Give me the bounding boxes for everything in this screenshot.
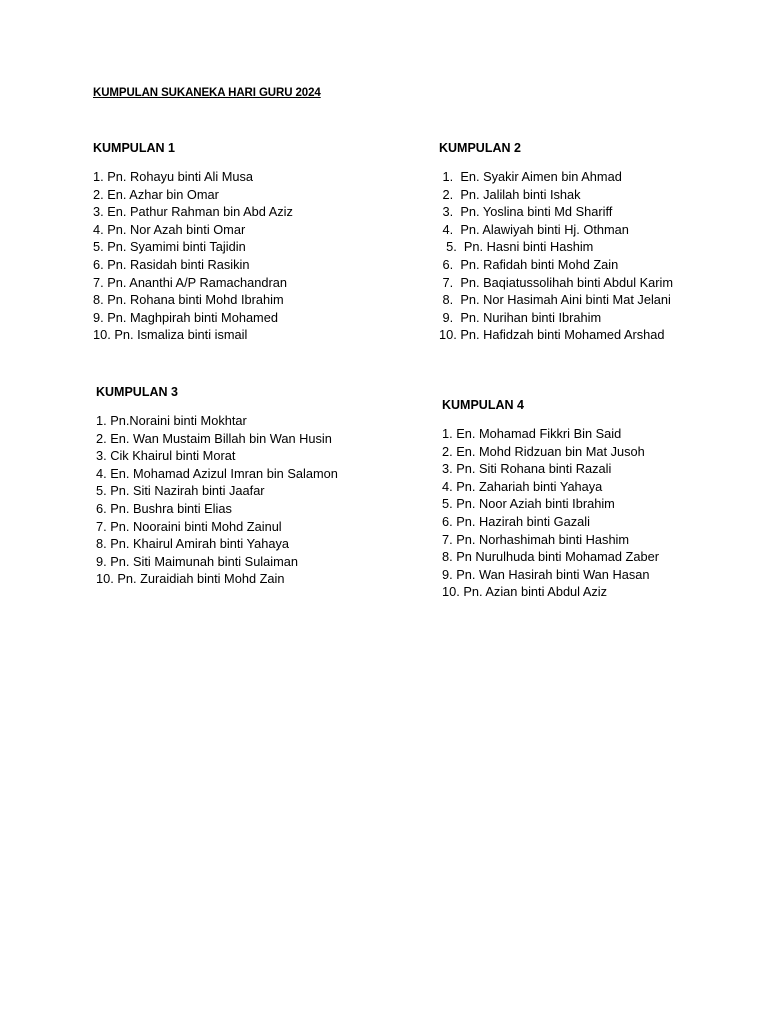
list-item: 3. Pn. Yoslina binti Md Shariff <box>439 204 613 220</box>
list-item: 5. Pn. Syamimi binti Tajidin <box>93 239 246 255</box>
member-list <box>96 412 338 588</box>
member-list <box>439 168 673 344</box>
list-item: 1. Pn.Noraini binti Mokhtar <box>96 413 247 428</box>
list-item: 7. Pn. Nooraini binti Mohd Zainul <box>96 518 282 534</box>
list-item: 8. Pn. Rohana binti Mohd Ibrahim <box>93 292 284 308</box>
list-item: 10. Pn. Ismaliza binti ismail <box>93 327 248 343</box>
list-item: 8. Pn Nurulhuda binti Mohamad Zaber <box>442 549 659 565</box>
member-list <box>442 425 659 601</box>
list-item: 8. Pn. Nor Hasimah Aini binti Mat Jelani <box>439 292 671 308</box>
list-item: 4. Pn. Zahariah binti Yahaya <box>442 478 603 494</box>
list-item: 3. Pn. Siti Rohana binti Razali <box>442 461 612 477</box>
list-item: 9. Pn. Nurihan binti Ibrahim <box>439 309 602 325</box>
group-3 <box>96 385 338 588</box>
list-item: 5. Pn. Siti Nazirah binti Jaafar <box>96 483 265 499</box>
group-4 <box>442 398 659 601</box>
list-item: 6. Pn. Rafidah binti Mohd Zain <box>439 256 619 272</box>
list-item: 10. Pn. Hafidzah binti Mohamed Arshad <box>439 327 665 343</box>
list-item: 2. En. Azhar bin Omar <box>93 186 219 202</box>
list-item: 4. Pn. Alawiyah binti Hj. Othman <box>439 221 629 237</box>
group-heading: KUMPULAN 4 <box>442 398 524 412</box>
list-item: 2. Pn. Jalilah binti Ishak <box>439 186 581 202</box>
group-2 <box>439 141 673 344</box>
list-item: 4. Pn. Nor Azah binti Omar <box>93 221 246 237</box>
list-item: 9. Pn. Wan Hasirah binti Wan Hasan <box>442 566 650 582</box>
list-item: 1. En. Syakir Aimen bin Ahmad <box>439 169 622 184</box>
list-item: 7. Pn. Ananthi A/P Ramachandran <box>93 274 287 290</box>
list-item: 6. Pn. Hazirah binti Gazali <box>442 513 590 529</box>
list-item: 1. Pn. Rohayu binti Ali Musa <box>93 169 254 184</box>
group-heading: KUMPULAN 3 <box>96 385 178 399</box>
member-list <box>93 168 293 344</box>
list-item: 3. Cik Khairul binti Morat <box>96 448 236 464</box>
list-item: 6. Pn. Rasidah binti Rasikin <box>93 256 250 272</box>
list-item: 9. Pn. Siti Maimunah binti Sulaiman <box>96 553 299 569</box>
group-1 <box>93 141 293 344</box>
list-item: 7. Pn. Norhashimah binti Hashim <box>442 531 630 547</box>
list-item: 2. En. Wan Mustaim Billah bin Wan Husin <box>96 430 332 446</box>
list-item: 5. Pn. Hasni binti Hashim <box>439 239 594 255</box>
group-heading: KUMPULAN 1 <box>93 141 175 155</box>
list-item: 6. Pn. Bushra binti Elias <box>96 500 232 516</box>
page-title: KUMPULAN SUKANEKA HARI GURU 2024 <box>93 87 321 99</box>
list-item: 7. Pn. Baqiatussolihah binti Abdul Karim <box>439 274 674 290</box>
list-item: 3. En. Pathur Rahman bin Abd Aziz <box>93 204 293 220</box>
list-item: 8. Pn. Khairul Amirah binti Yahaya <box>96 536 290 552</box>
list-item: 4. En. Mohamad Azizul Imran bin Salamon <box>96 465 338 481</box>
list-item: 2. En. Mohd Ridzuan bin Mat Jusoh <box>442 443 645 459</box>
list-item: 10. Pn. Azian binti Abdul Aziz <box>442 584 608 600</box>
list-item: 9. Pn. Maghpirah binti Mohamed <box>93 309 278 325</box>
list-item: 5. Pn. Noor Aziah binti Ibrahim <box>442 496 615 512</box>
list-item: 10. Pn. Zuraidiah binti Mohd Zain <box>96 571 285 587</box>
list-item: 1. En. Mohamad Fikkri Bin Said <box>442 426 622 441</box>
group-heading: KUMPULAN 2 <box>439 141 521 155</box>
